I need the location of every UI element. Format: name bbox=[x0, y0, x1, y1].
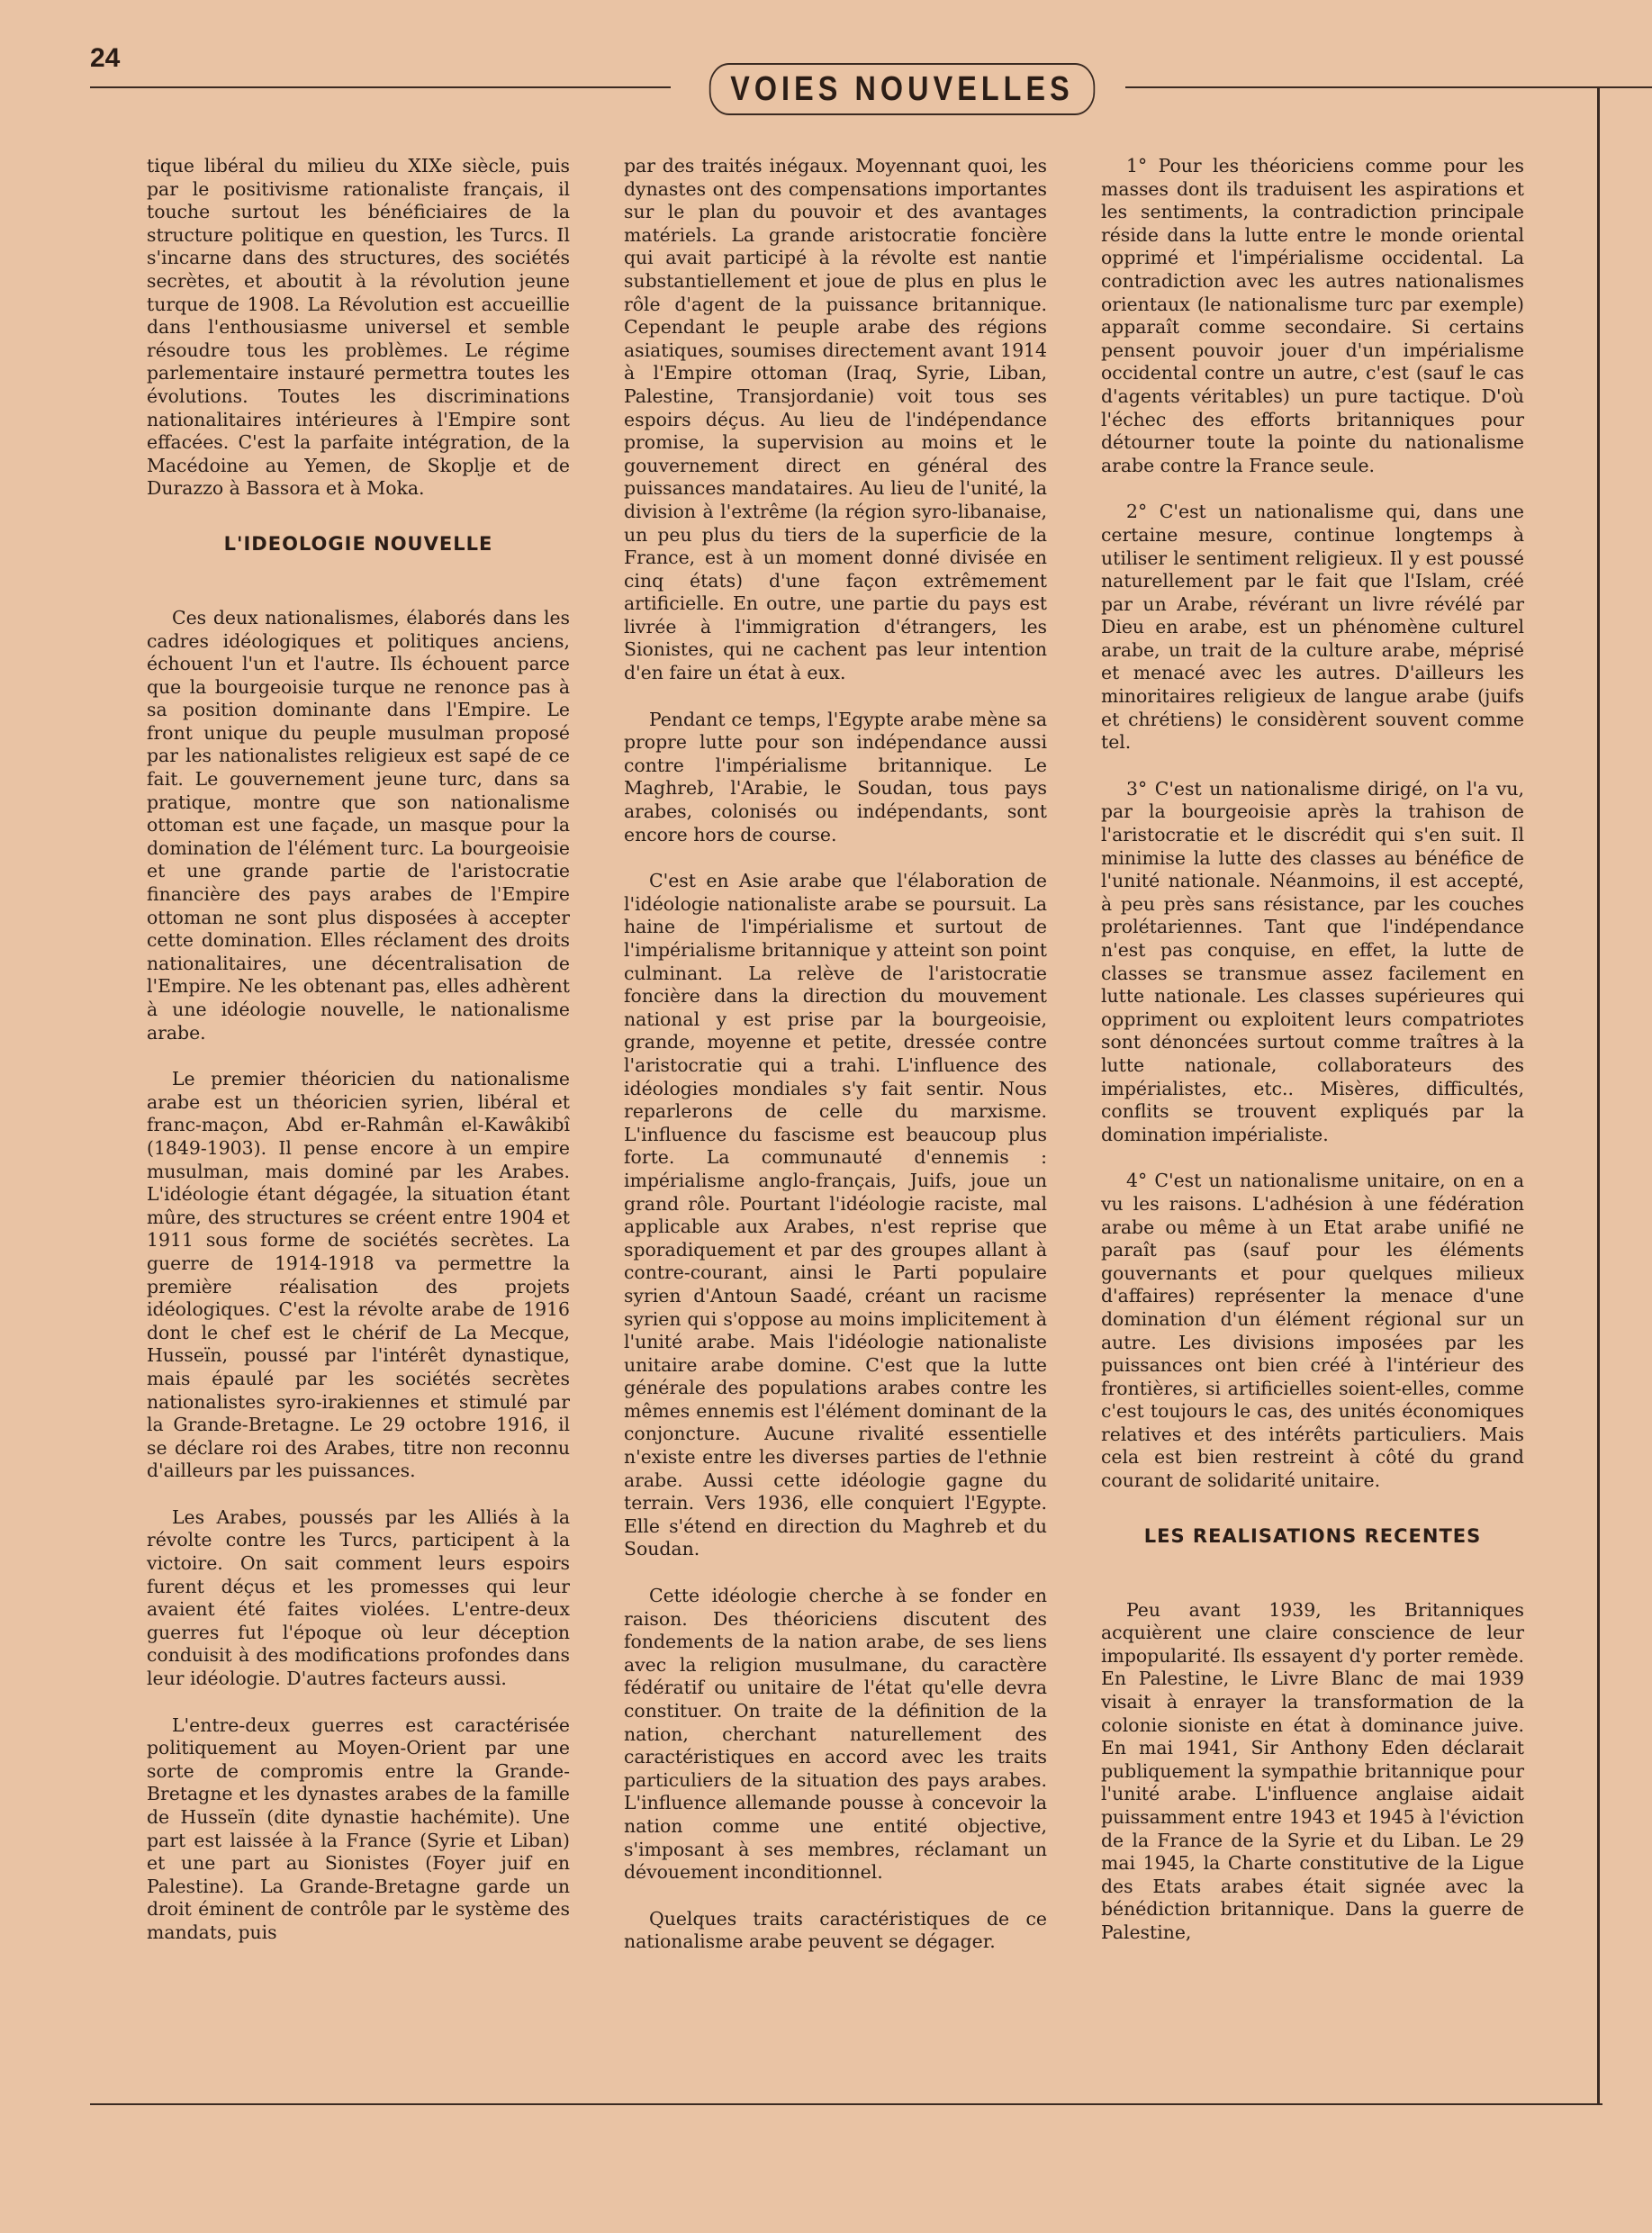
column-2 bbox=[624, 155, 1047, 1977]
paragraph: 3° C'est un nationalisme dirigé, on l'a vu, par la bourgeoisie après la trahison de l'aristocratie et le discrédit qui s'en suit. Il minimise la lutte des classes au bénéfice de l'unité nationale. Néanmoins, il est accepté, à peu près sans résistance, par les couches prolétariennes. Tant que l'indépendance n'est pas conquise, en effet, la lutte de classes se transmue assez facilement en lutte nationale. Les classes supérieures qui oppriment ou exploitent leurs compatriotes sont dénoncées surtout comme traîtres à la lutte nationale, collaborateurs des impérialistes, etc.. Misères, difficultés, conflits se trouvent expliqués par la domination impérialiste. bbox=[1101, 777, 1524, 1145]
header-rule-left bbox=[90, 86, 671, 88]
column-1 bbox=[147, 155, 570, 1968]
paragraph: Le premier théoricien du nationalisme arabe est un théoricien syrien, libéral et franc-maçon, Abd er-Rahmân el-Kawâkibî (1849-1903). Il pense encore à un empire musulman, mais dominé par les Arabes. L'idéologie étant dégagée, la situation étant mûre, des structures se créent entre 1904 et 1911 sous forme de sociétés secrètes. La guerre de 1914-1918 va permettre la première réalisation des projets idéologiques. C'est la révolte arabe de 1916 dont le chef est le chérif de La Mecque, Husseïn, poussé par l'intérêt dynastique, mais épaulé par les sociétés secrètes nationalistes syro-irakiennes et stimulé par la Grande-Bretagne. Le 29 octobre 1916, il se déclare roi des Arabes, titre non reconnu d'ailleurs par les puissances. bbox=[147, 1068, 570, 1482]
paragraph: Cette idéologie cherche à se fonder en raison. Des théoriciens discutent des fondements de la nation arabe, de ses liens avec la religion musulmane, du caractère fédératif ou unitaire de l'état qu'elle devra constituer. On traite de la définition de la nation, cherchant naturellement des caractéristiques en accord avec les traits particuliers de la situation des pays arabes. L'influence allemande pousse à concevoir la nation comme une entité objective, s'imposant à ses membres, réclamant un dévouement inconditionnel. bbox=[624, 1585, 1047, 1884]
header-rule-right bbox=[1125, 86, 1652, 88]
paragraph: Quelques traits caractéristiques de ce nationalisme arabe peuvent se dégager. bbox=[624, 1907, 1047, 1953]
masthead-title: VOIES NOUVELLES bbox=[709, 63, 1095, 115]
paragraph: C'est en Asie arabe que l'élaboration de l'idéologie nationaliste arabe se poursuit. La haine de l'impérialisme et surtout de l'impérialisme britannique y atteint son point culminant. La relève de l'aristocratie foncière dans la direction du mouvement national y est prise par la bourgeoisie, grande, moyenne et petite, dressée contre l'aristocratie qui a trahi. L'influence des idéologies mondiales s'y fait sentir. Nous reparlerons de celle du marxisme. L'influence du fascisme est beaucoup plus forte. La communauté d'ennemis : impérialisme anglo-français, Juifs, joue un grand rôle. Pourtant l'idéologie raciste, mal applicable aux Arabes, n'est reprise que sporadiquement et par des groupes allant à contre-courant, ainsi le Parti populaire syrien d'Antoun Saadé, créant un racisme syrien qui s'oppose au moins implicitement à l'unité arabe. Mais l'idéologie nationaliste unitaire arabe domine. C'est que la lutte générale des populations arabes contre les mêmes ennemis est l'élément dominant de la conjoncture. Aucune rivalité essentielle n'existe entre les diverses parties de l'ethnie arabe. Aussi cette idéologie gagne du terrain. Vers 1936, elle conquiert l'Egypte. Elle s'étend en direction du Maghreb et du Soudan. bbox=[624, 870, 1047, 1560]
paragraph: tique libéral du milieu du XIXe siècle, puis par le positivisme rationaliste français, il touche surtout les bénéficiaires de la structure politique en question, les Turcs. Il s'incarne dans des structures, des sociétés secrètes, et aboutit à la révolution jeune turque de 1908. La Révolution est accueillie dans l'enthousiasme universel et semble résoudre tous les problèmes. Le régime parlementaire instauré permettra toutes les évolutions. Toutes les discriminations nationalitaires intérieures à l'Empire sont effacées. C'est la parfaite intégration, de la Macédoine au Yemen, de Skoplje et de Durazzo à Bassora et à Moka. bbox=[147, 155, 570, 500]
paragraph: Peu avant 1939, les Britanniques acquièrent une claire conscience de leur impopularité. Ils essayent d'y porter remède. En Palestine, le Livre Blanc de mai 1939 visait à enrayer la transformation de la colonie sioniste en état à dominance juive. En mai 1941, Sir Anthony Eden déclarait publiquement la sympathie britannique pour l'unité arabe. L'influence anglaise aidait puissamment entre 1943 et 1945 à l'éviction de la France de la Syrie et du Liban. Le 29 mai 1945, la Charte constitutive de la Ligue des Etats arabes était signée avec la bénédiction britannique. Dans la guerre de Palestine, bbox=[1101, 1598, 1524, 1943]
section-heading: LES REALISATIONS RECENTES bbox=[1143, 1524, 1482, 1547]
paragraph: L'entre-deux guerres est caractérisée politiquement au Moyen-Orient par une sorte de compromis entre la Grande-Bretagne et les dynastes arabes de la famille de Husseïn (dite dynastie hachémite). Une part est laissée à la France (Syrie et Liban) et une part au Sionistes (Foyer juif en Palestine). La Grande-Bretagne garde un droit éminent de contrôle par le système des mandats, puis bbox=[147, 1713, 570, 1943]
section-heading: L'IDEOLOGIE NOUVELLE bbox=[223, 532, 493, 555]
article-columns bbox=[147, 155, 1551, 2064]
paragraph: 2° C'est un nationalisme qui, dans une certaine mesure, continue longtemps à utiliser le sentiment religieux. Il y est poussé naturellement par le fait que l'Islam, créé par un Arabe, révérant un livre révélé par Dieu en arabe, est un phénomène culturel arabe, un trait de la culture arabe, méprisé et menacé avec les autres. D'ailleurs les minoritaires religieux de langue arabe (juifs et chrétiens) le considèrent souvent comme tel. bbox=[1101, 501, 1524, 754]
right-border-rule bbox=[1597, 86, 1600, 2103]
paragraph: 4° C'est un nationalisme unitaire, on en a vu les raisons. L'adhésion à une fédération arabe ou même à un Etat arabe unifié ne paraît pas (sauf pour les éléments gouvernants et pour quelques milieux d'affaires) représenter la menace d'une domination d'un élément régional sur un autre. Les divisions imposées par les puissances ont bien créé à l'intérieur des frontières, si artificielles soient-elles, comme c'est toujours le cas, des unités économiques relatives et des intérêts particuliers. Mais cela est bien restreint à côté du grand courant de solidarité unitaire. bbox=[1101, 1170, 1524, 1492]
paragraph: Ces deux nationalismes, élaborés dans les cadres idéologiques et politiques anciens, échouent l'un et l'autre. Ils échouent parce que la bourgeoisie turque ne renonce pas à sa position dominante dans l'Empire. Le front unique du peuple musulman proposé par les nationalistes religieux est sapé de ce fait. Le gouvernement jeune turc, dans sa pratique, montre que son nationalisme ottoman est une façade, un masque pour la domination de l'élément turc. La bourgeoisie et une grande partie de l'aristocratie financière des pays arabes de l'Empire ottoman ne sont plus disposées à accepter cette domination. Elles réclament des droits nationalitaires, une décentralisation de l'Empire. Ne les obtenant pas, elles adhèrent à une idéologie nouvelle, le nationalisme arabe. bbox=[147, 606, 570, 1044]
paragraph: Les Arabes, poussés par les Alliés à la révolte contre les Turcs, participent à la victoire. On sait comment leurs espoirs furent déçus et les promesses qui leur avaient été faites violées. L'entre-deux guerres fut l'époque où leur déception conduisit à des modifications profondes dans leur idéologie. D'autres facteurs aussi. bbox=[147, 1505, 570, 1690]
paragraph: Pendant ce temps, l'Egypte arabe mène sa propre lutte pour son indépendance aussi contre l'impérialisme britannique. Le Maghreb, l'Arabie, le Soudan, tous pays arabes, colonisés ou indépendants, sont encore hors de course. bbox=[624, 708, 1047, 845]
page-number: 24 bbox=[90, 43, 121, 73]
column-3 bbox=[1101, 155, 1524, 1968]
paragraph: par des traités inégaux. Moyennant quoi, les dynastes ont des compensations importantes sur le plan du pouvoir et des avantages matériels. La grande aristocratie foncière qui avait participé à la révolte est nantie substantiellement et joue de plus en plus le rôle d'agent de la puissance britannique. Cependant le peuple arabe des régions asiatiques, soumises directement avant 1914 à l'Empire ottoman (Iraq, Syrie, Liban, Palestine, Transjordanie) voit tous ses espoirs déçus. Au lieu de l'indépendance promise, la supervision au moins et le gouvernement direct en général des puissances mandataires. Au lieu de l'unité, la division à l'extrême (la région syro-libanaise, un peu plus du tiers de la superficie de la France, est à un moment donné divisée en cinq états) d'une façon extrêmement artificielle. En outre, une partie du pays est livrée à l'immigration d'étrangers, les Sionistes, qui ne cachent pas leur intention d'en faire un état à eux. bbox=[624, 155, 1047, 684]
bottom-border-rule bbox=[90, 2103, 1602, 2105]
page-header bbox=[90, 43, 1602, 115]
paragraph: 1° Pour les théoriciens comme pour les masses dont ils traduisent les aspirations et les sentiments, la contradiction principale réside dans la lutte entre le monde oriental opprimé et l'impérialisme occidental. La contradiction avec les autres nationalismes orientaux (le nationalisme turc par exemple) apparaît comme secondaire. Si certains pensent pouvoir jouer d'un impérialisme occidental contre un autre, c'est (sauf le cas d'agents véritables) un pure tactique. D'où l'échec des efforts britanniques pour détourner toute la pointe du nationalisme arabe contre la France seule. bbox=[1101, 155, 1524, 476]
